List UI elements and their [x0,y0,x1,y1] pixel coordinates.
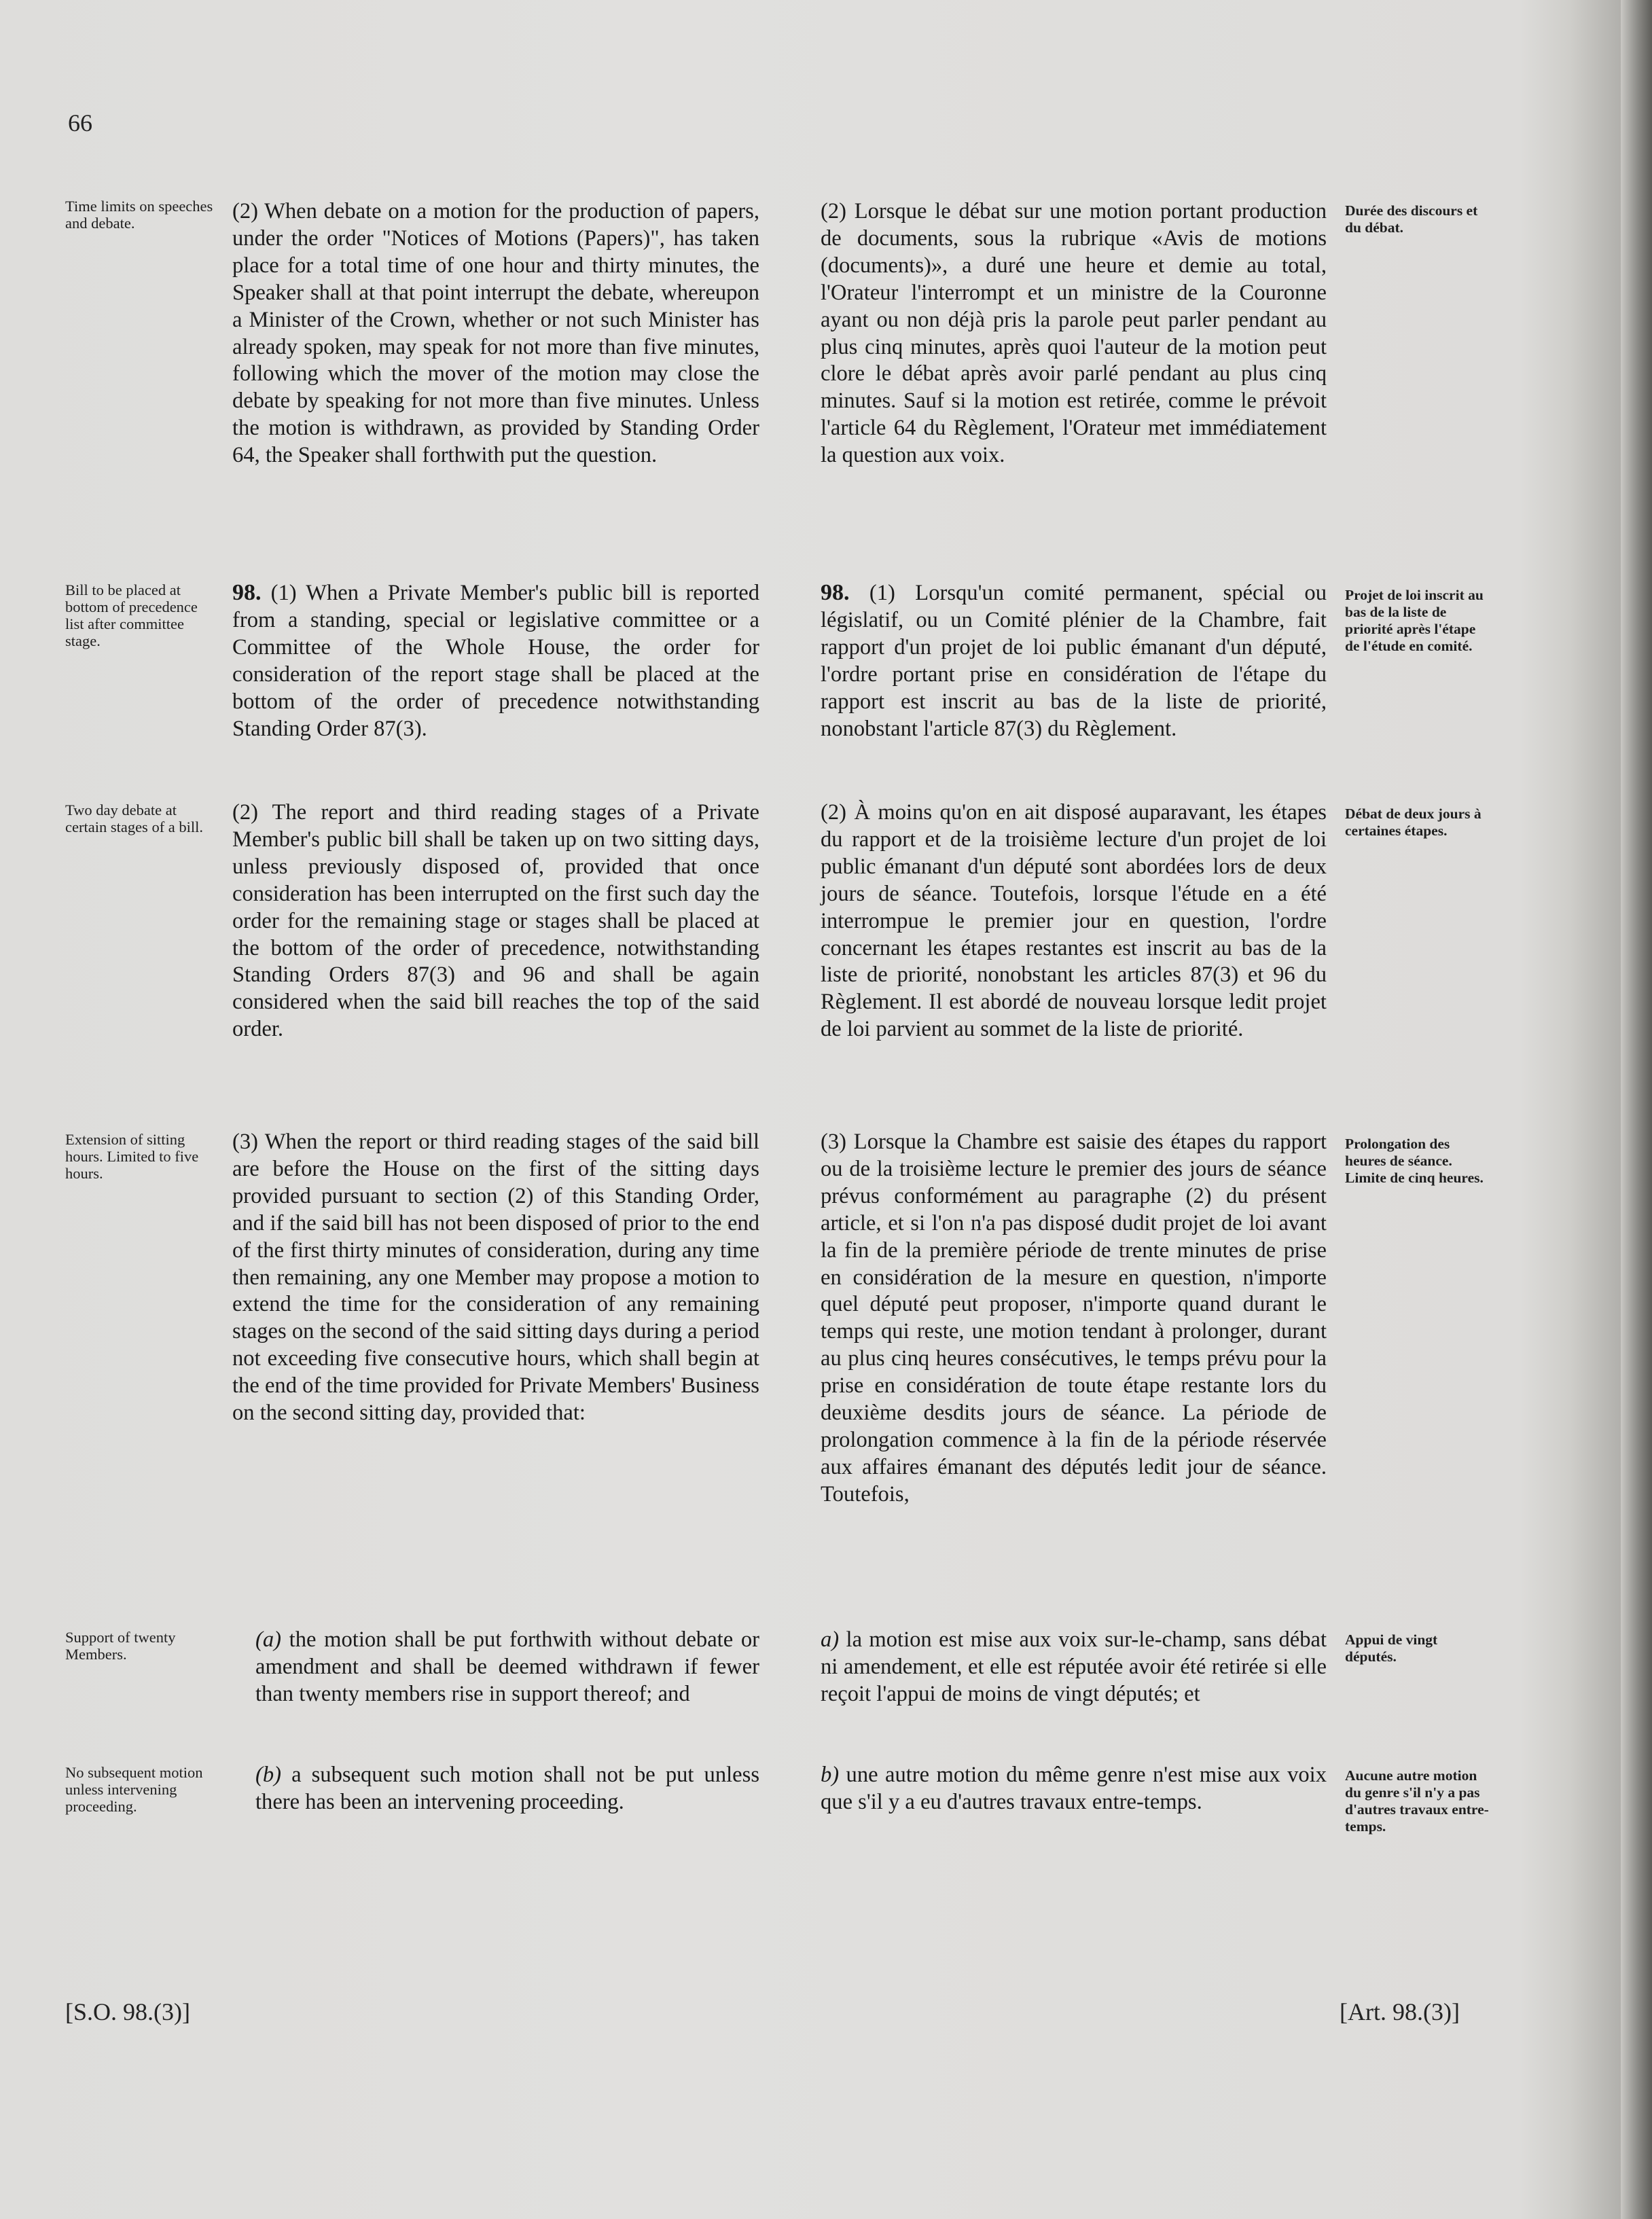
page-number: 66 [68,109,92,137]
paragraph-en-body: (1) When a Private Member's public bill is reported from a standing, special or legislative committee or a Committee of the Whole House, the order for consideration of the report stage shall be placed at the bottom of the order of precedence notwithstanding Standing Order 87(3). [232,581,759,741]
paragraph-fr: (3) Lorsque la Chambre est saisie des étapes du rapport ou de la troisième lecture le premier des jours de séance prévus conformément au paragraphe (2) du présent article, et si l'on n'a pas disposé dudit projet de loi avant la fin de la première période de trente minutes de prise en considération de la mesure en question, n'importe quel député peut proposer, n'importe quand durant le temps qui reste, une motion tendant à prolonger, durant au plus cinq heures consécutives, le temps prévu pour la prise en considération de toute étape restante lors du deuxième desdits jours de séance. La période de prolongation commence à la fin de la période réservée aux affaires émanant des députés ledit jour de séance. Toutefois, [821,1130,1327,1507]
standing-order-number: 98. [232,580,262,605]
margin-note-fr: Prolongation des heures de séance. Limite de cinq heures. [1345,1136,1484,1186]
item-letter: b) [821,1763,840,1787]
paragraph-en-body: a subsequent such motion shall not be put unless there has been an intervening proceeding. [255,1763,759,1814]
paragraph-fr: (2) Lorsque le débat sur une motion portant production de documents, sous la rubrique «Avis de motions (documents)», a duré une heure et demie au total, l'Orateur l'interrompt et un ministre de la Couronne ayant ou non déjà pris la parole peut parler pendant au plus cinq minutes, après quoi l'auteur de la motion peut clore le débat après avoir parlé pendant au plus cinq minutes. Sauf si la motion est retirée, comme le prévoit l'article 64 du Règlement, l'Orateur met immédiatement la question aux voix. [821,199,1327,468]
margin-note-fr: Durée des discours et du débat. [1345,202,1478,236]
paragraph-en [232,579,759,742]
item-letter: a) [821,1627,840,1652]
margin-note-en: Time limits on speeches and debate. [65,198,213,232]
footer-reference-en: [S.O. 98.(3)] [65,1998,190,2025]
paragraph-fr [821,579,1327,742]
item-letter: (b) [255,1763,281,1787]
margin-note-en: Two day debate at certain stages of a bill. [65,801,204,835]
paragraph-fr-body: (1) Lorsqu'un comité permanent, spécial ou législatif, ou un Comité plénier de la Chambre, fait rapport d'un projet de loi public émanant d'un député, l'ordre portant prise en considération de l'étape du rapport est inscrit au bas de la liste de priorité, nonobstant l'article 87(3) du Règlement. [821,581,1327,741]
margin-note-en: Support of twenty Members. [65,1629,176,1663]
standing-order-number: 98. [821,580,850,605]
margin-note-fr: Débat de deux jours à certaines étapes. [1345,806,1482,839]
paragraph-fr [821,1762,1327,1816]
paragraph-en: (2) The report and third reading stages of a Private Member's public bill shall be taken up on two sitting days, unless previously disposed of, provided that once consideration has been interrupted on the first such day the order for the remaining stage or stages shall be placed at the bottom of the order of precedence, notwithstanding Standing Orders 87(3) and 96 and shall be again considered when the said bill reaches the top of the said order. [232,800,759,1042]
footer-reference-fr: [Art. 98.(3)] [1340,1998,1460,2025]
paragraph-en: (3) When the report or third reading stages of the said bill are before the House on the first of the sitting days provided pursuant to section (2) of this Standing Order, and if the said bill has not been disposed of prior to the end of the first thirty minutes of consideration, during any time then remaining, any one Member may propose a motion to extend the time for the consideration of any remaining stages on the second of the said sitting days during a period not exceeding five consecutive hours, which shall begin at the end of the time provided for Private Members' Business on the second sitting day, provided that: [232,1130,759,1426]
margin-note-fr: Aucune autre motion du genre s'il n'y a pas d'autres travaux entre-temps. [1345,1767,1489,1835]
item-letter: (a) [255,1627,281,1652]
paragraph-en [255,1762,759,1816]
margin-note-en: No subsequent motion unless intervening proceeding. [65,1764,203,1815]
margin-note-fr: Appui de vingt députés. [1345,1631,1438,1665]
paragraph-en-body: the motion shall be put forthwith without debate or amendment and shall be deemed withdrawn if fewer than twenty members rise in support thereof; and [255,1627,759,1706]
paragraph-fr [821,1627,1327,1708]
margin-note-en: Extension of sitting hours. Limited to five hours. [65,1131,199,1182]
margin-note-en: Bill to be placed at bottom of precedence list after committee stage. [65,581,198,649]
paragraph-fr-body: une autre motion du même genre n'est mise aux voix que s'il y a eu d'autres travaux entre-temps. [821,1763,1327,1814]
paragraph-fr-body: la motion est mise aux voix sur-le-champ, sans débat ni amendement, et elle est réputée avoir été retirée si elle reçoit l'appui de moins de vingt députés; et [821,1627,1327,1706]
paragraph-en [255,1627,759,1708]
paragraph-fr: (2) À moins qu'on en ait disposé auparavant, les étapes du rapport et de la troisième lecture d'un projet de loi public émanant d'un député sont abordées lors de deux jours de séance. Toutefois, lorsque l'étude en a été interrompue le premier jour en question, l'ordre concernant les étapes restantes est inscrit au bas de la liste de priorité, nonobstant les articles 87(3) et 96 du Règlement. Il est abordé de nouveau lorsque ledit projet de loi parvient au sommet de la liste de priorité. [821,800,1327,1042]
margin-note-fr: Projet de loi inscrit au bas de la liste de priorité après l'étape de l'étude en comité. [1345,587,1484,654]
book-spine [1621,0,1652,2219]
paragraph-en: (2) When debate on a motion for the production of papers, under the order "Notices of Motions (Papers)", has taken place for a total time of one hour and thirty minutes, the Speaker shall at that point interrupt the debate, whereupon a Minister of the Crown, whether or not such Minister has already spoken, may speak for not more than five minutes, following which the mover of the motion may close the debate by speaking for not more than five minutes. Unless the motion is withdrawn, as provided by Standing Order 64, the Speaker shall forthwith put the question. [232,199,759,468]
